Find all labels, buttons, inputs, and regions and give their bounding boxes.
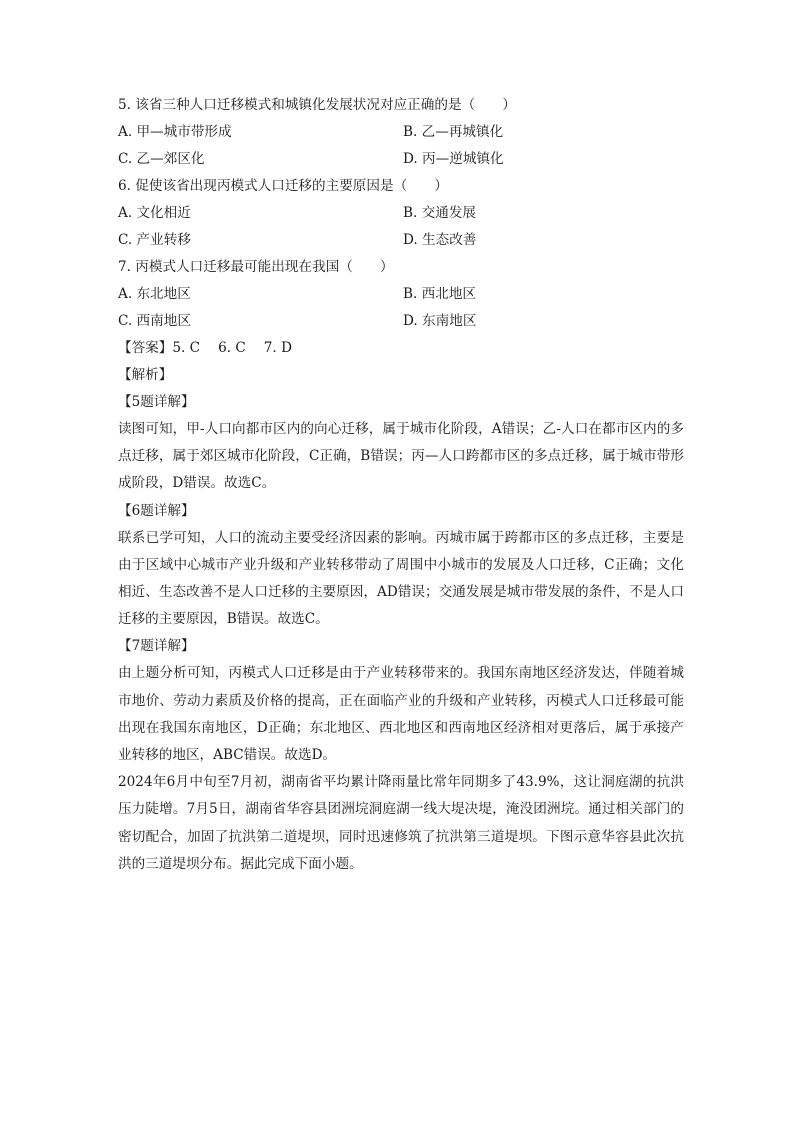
- question-5-options-row-1: [118, 119, 684, 146]
- detail-6-heading: 【6题详解】: [118, 502, 195, 519]
- question-6-stem: 6. 促使该省出现丙模式人口迁移的主要原因是（ ）: [118, 178, 448, 194]
- question-5-options-row-2: [118, 146, 684, 173]
- detail-5-heading: 【5题详解】: [118, 394, 195, 410]
- question-7-options-row-2: [118, 308, 684, 335]
- question-5-option-d: D. 丙—逆城镇化: [403, 151, 504, 167]
- question-6-option-c: C. 产业转移: [118, 232, 191, 248]
- detail-7-text: 由上题分析可知，丙模式人口迁移是由于产业转移带来的。我国东南地区经济发达，伴随着城市地价、劳动力素质及价格的提高，正在面临产业的升级和产业转移，丙模式人口迁移最可能出现在我国东南地区，D正确；东北地区、西北地区和西南地区经济相对更落后，属于承接产业转移的地区，ABC错误。故选D。: [118, 665, 684, 764]
- question-6-option-a: A. 文化相近: [118, 205, 191, 221]
- question-7-option-d: D. 东南地区: [403, 313, 477, 329]
- answer-item: 5. C: [172, 340, 201, 356]
- question-7-option-a: A. 东北地区: [118, 286, 191, 302]
- question-7-stem: 7. 丙模式人口迁移最可能出现在我国（ ）: [118, 259, 394, 275]
- question-6-options-row-1: [118, 200, 684, 227]
- question-7-options-row-1: [118, 281, 684, 308]
- intro-paragraph: 2024年6月中旬至7月初，湖南省平均累计降雨量比常年同期多了43.9%，这让洞庭湖的抗洪压力陡增。7月5日，湖南省华容县团洲垸洞庭湖一线大堤决堤，淹没团洲垸。通过相关部门的密切配合，加固了抗洪第二道堤坝，同时迅速修筑了抗洪第三道堤坝。下图示意华容县此次抗洪的三道堤坝分布。据此完成下面小题。: [118, 774, 684, 872]
- answer-item: 6. C: [218, 340, 246, 356]
- question-5-option-b: B. 乙—再城镇化: [403, 124, 504, 140]
- question-6-options-row-2: [118, 227, 684, 254]
- document-content: [118, 92, 684, 878]
- question-5-stem: 5. 该省三种人口迁移模式和城镇化发展状况对应正确的是（ ）: [118, 97, 516, 113]
- detail-5-text: 读图可知，甲-人口向都市区内的向心迁移，属于城市化阶段，A错误；乙-人口在都市区内的多点迁移，属于郊区城市化阶段，C正确，B错误；丙—人口跨都市区的多点迁移，属于城市带形成阶段，D错误。故选C。: [118, 421, 684, 492]
- question-5-option-c: C. 乙—郊区化: [118, 151, 205, 167]
- detail-6-text: 联系已学可知，人口的流动主要受经济因素的影响。丙城市属于跨都市区的多点迁移，主要是由于区域中心城市产业升级和产业转移带动了周围中小城市的发展及人口迁移，C正确；文化相近、生态改善不是人口迁移的主要原因，AD错误；交通发展是城市带发展的条件，不是人口迁移的主要原因，B错误。故选C。: [118, 529, 684, 628]
- analysis-label: 【解析】: [118, 367, 173, 383]
- question-7-option-b: B. 西北地区: [403, 286, 477, 302]
- answer-line: [118, 335, 684, 362]
- answer-label: 【答案】: [118, 340, 173, 356]
- question-6-option-d: D. 生态改善: [403, 232, 477, 248]
- detail-7-heading: 【7题详解】: [118, 638, 195, 655]
- question-5-option-a: A. 甲—城市带形成: [118, 124, 232, 140]
- question-7-option-c: C. 西南地区: [118, 313, 191, 329]
- answer-item: 7. D: [263, 340, 292, 356]
- question-6-option-b: B. 交通发展: [403, 205, 477, 221]
